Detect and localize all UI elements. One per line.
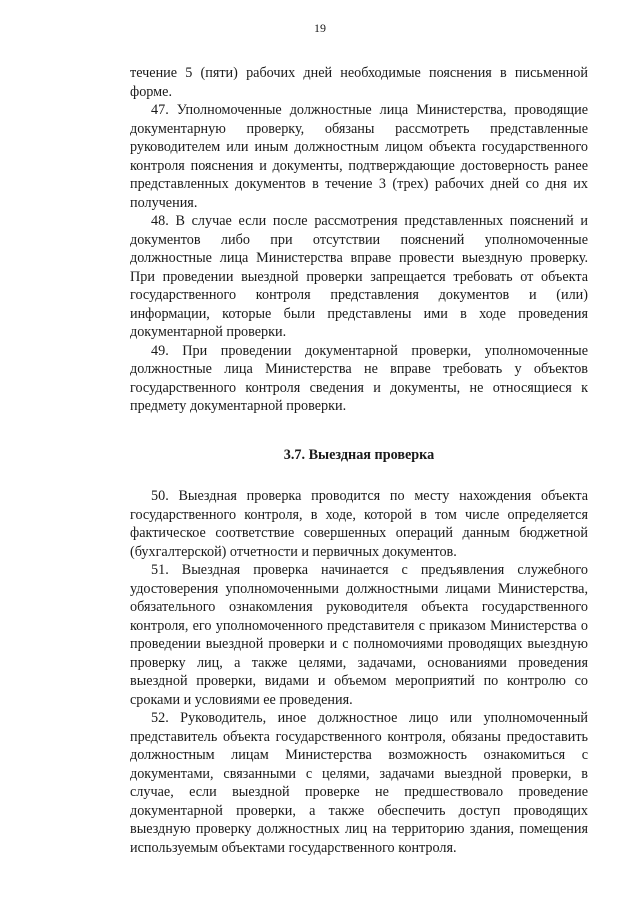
paragraph-48: 48. В случае если после рассмотрения представленных пояснений и документов либо при отсутствии пояснений уполномоченные должностные лица Министерства вправе провести выездную проверку. При проведении выездной проверки запрещается требовать от объекта государственного контроля представления документов и (или) информации, которые были представлены ими в ходе проведения документарной проверки. <box>130 213 588 340</box>
paragraph-47: 47. Уполномоченные должностные лица Министерства, проводящие документарную проверку, обязаны рассмотреть представленные руководителем или иным должностным лицом объекта государственного контроля пояснения и документы, подтверждающие достоверность ранее представленных документов в течение 3 (трех) рабочих дней со дня их получения. <box>130 102 588 211</box>
section-heading: 3.7. Выездная проверка <box>283 446 435 463</box>
page-number: 19 <box>314 21 326 35</box>
paragraph-52: 52. Руководитель, иное должностное лицо или уполномоченный представитель объекта государственного контроля, обязаны предоставить должностным лицам Министерства возможность ознакомиться с документами, связанными с целями, задачами выездной проверки, в случае, если выездной проверке не предшествовало проведение документарной проверки, а также обеспечить доступ проводящих выездную проверку должностных лиц на территорию здания, помещения используемым объектами государственного контроля. <box>130 710 588 856</box>
paragraph-51: 51. Выездная проверка начинается с предъявления служебного удостоверения уполномоченными должностными лицами Министерства, обязательного ознакомления руководителя объекта государственного контроля, его уполномоченного представителя с приказом Министерства о проведении выездной проверки и с полномочиями проводящих выездную проверку лиц, а также целями, задачами, основаниями проведения выездной проверки, видами и объемом мероприятий по контролю со сроками и условиями ее проведения. <box>130 562 588 708</box>
paragraph-continuation: течение 5 (пяти) рабочих дней необходимые пояснения в письменной форме. <box>130 65 588 100</box>
document-body <box>130 64 588 857</box>
paragraph-50: 50. Выездная проверка проводится по месту нахождения объекта государственного контроля, в ходе, которой в том числе определяется фактическое соответствие совершенных операций данным бюджетной (бухгалтерской) отчетности и первичных документов. <box>130 488 588 560</box>
paragraph-49: 49. При проведении документарной проверки, уполномоченные должностные лица Министерства не вправе требовать у объектов государственного контроля сведения и документы, не относящиеся к предмету документарной проверки. <box>130 342 588 414</box>
